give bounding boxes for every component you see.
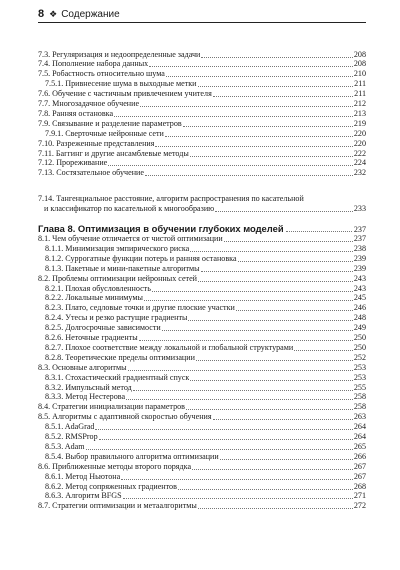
section-title: Метод Нестерова (63, 392, 126, 402)
page-ref: 271 (353, 491, 366, 501)
leader-dots (190, 155, 353, 157)
leader-dots (152, 290, 353, 292)
section-title: Плато, седловые точки и другие плоские участки (63, 303, 235, 313)
toc-entry[interactable]: 7.14. Тангенциальное расстояние, алгоритм распространения по касательной (38, 194, 304, 203)
page-ref: 220 (353, 138, 366, 148)
section-title: RMSProp (63, 432, 98, 441)
page-ref: 250 (353, 342, 366, 352)
leader-dots (86, 448, 353, 450)
section-title: Стратегии оптимизации и метаалгоритмы (50, 501, 197, 511)
section-number: 8.5. (38, 412, 51, 422)
section-number: 7.10. (38, 138, 55, 148)
page-ref: 265 (353, 441, 366, 451)
page-ref: 237 (353, 234, 366, 243)
page-ref: 239 (353, 253, 366, 263)
section-number: 8.1. (38, 234, 51, 243)
section-number: 8.4. (38, 402, 51, 412)
section-title: Пакетные и мини-пакетные алгоритмы (63, 263, 200, 273)
page-ref: 211 (354, 89, 366, 99)
section-number: 7.9. (38, 118, 51, 128)
leader-dots (145, 174, 353, 176)
page-ref: 267 (353, 471, 366, 481)
section-title: Многозадачное обучение (50, 99, 140, 108)
section-number: 8.1.2. (45, 253, 64, 263)
leader-dots (190, 379, 352, 381)
section-number: 8.6.2. (45, 481, 64, 491)
diamond-separator-icon: ❖ (49, 9, 58, 19)
section-number: 8.6.3. (45, 491, 64, 501)
page-ref: 208 (353, 49, 366, 59)
section-title: Связывание и разделение параметров (50, 118, 182, 128)
section-title: Пополнение набора данных (50, 59, 149, 69)
section-number: 8.5.3. (45, 441, 64, 451)
section-number: 8.2.2. (45, 293, 64, 303)
section-number: 7.5.1. (45, 79, 64, 89)
page-ref: 211 (354, 79, 366, 89)
leader-dots (128, 369, 353, 371)
section-number: 8.2. (38, 273, 51, 283)
section-number: 8.2.8. (45, 352, 64, 362)
section-number: 8.3.1. (45, 372, 64, 382)
leader-dots (183, 125, 353, 127)
section-number: 8.1.1. (45, 243, 64, 253)
page-ref: 246 (353, 303, 366, 313)
leader-dots (215, 210, 353, 212)
leader-dots (140, 105, 353, 107)
leader-dots (123, 497, 353, 499)
leader-dots (126, 398, 353, 400)
leader-dots (133, 389, 353, 391)
leader-dots (162, 329, 353, 331)
leader-dots (121, 478, 353, 480)
leader-dots (155, 145, 352, 147)
section-title: Алгоритм BFGS (63, 491, 122, 501)
section-title: Состязательное обучение (54, 168, 144, 178)
section-title: Баггинг и другие ансамблевые методы (53, 148, 189, 158)
page-ref: 219 (353, 118, 366, 128)
page-ref: 212 (353, 99, 366, 108)
section-title: Чем обучение отличается от чистой оптимизации (50, 234, 223, 243)
page-ref: 263 (353, 412, 366, 422)
page-ref: 239 (353, 263, 366, 273)
leader-dots (95, 428, 352, 430)
leader-dots (236, 309, 353, 311)
section-title: Проблемы оптимизации нейронных сетей (50, 273, 198, 283)
leader-dots (224, 240, 353, 242)
section-number: 8.3.3. (45, 392, 64, 402)
page-ref: 268 (353, 481, 366, 491)
toc-entry[interactable] (38, 500, 366, 512)
section-title: Неточные градиенты (63, 333, 138, 342)
leader-dots (192, 468, 353, 470)
section-title: Основные алгоритмы (50, 362, 127, 372)
section-number: 7.13. (38, 168, 55, 178)
section-number: 8.2.5. (45, 323, 64, 333)
section-number: 8.6.1. (45, 471, 64, 481)
page-ref: 258 (353, 392, 366, 402)
section-title: Локальные минимумы (63, 293, 143, 303)
page-ref: 245 (353, 293, 366, 303)
page-ref: 253 (353, 362, 366, 372)
page-ref: 220 (353, 128, 366, 138)
section-title: Стохастический градиентный спуск (63, 372, 190, 382)
section-title: Алгоритмы с адаптивной скоростью обучения (50, 412, 212, 422)
section-number: 7.6. (38, 89, 51, 99)
running-header-title: Содержание (61, 9, 120, 20)
section-title: Регуляризация и недоопределенные задачи (50, 49, 201, 59)
section-number: 8.2.6. (45, 333, 64, 342)
leader-dots (165, 135, 353, 137)
section-title: Плохое соответствие между локальной и глобальной структурами (63, 342, 294, 352)
leader-dots (149, 65, 353, 67)
leader-dots (198, 507, 353, 509)
leader-dots (213, 418, 353, 420)
section-number: 8.3.2. (45, 382, 64, 392)
section-title: Плохая обусловленность (63, 283, 151, 293)
leader-dots (178, 488, 353, 490)
page-ref: 249 (353, 323, 366, 333)
page-number: 8 (38, 8, 45, 20)
toc-entry[interactable] (38, 167, 366, 179)
section-number: 8.2.1. (45, 283, 64, 293)
leader-dots (201, 270, 353, 272)
section-number: 7.12. (38, 158, 55, 168)
page-ref: 253 (353, 372, 366, 382)
section-title: AdaGrad (63, 422, 95, 432)
section-number: 8.2.4. (45, 313, 64, 323)
section-title: Утесы и резко растущие градиенты (63, 313, 188, 323)
page-ref: 250 (353, 333, 366, 342)
leader-dots (166, 75, 353, 77)
section-number: 8.5.1. (45, 422, 64, 432)
leader-dots (198, 280, 353, 282)
section-number: 8.3. (38, 362, 51, 372)
page-ref: 252 (353, 352, 366, 362)
section-title: Ранняя остановка (50, 108, 114, 118)
section-number: 8.1.3. (45, 263, 64, 273)
section-number: 7.4. (38, 59, 51, 69)
leader-dots (198, 85, 354, 87)
page-ref: 208 (353, 59, 366, 69)
section-title: Привнесение шума в выходные метки (63, 79, 197, 89)
page-ref: 210 (353, 69, 366, 79)
page-ref: 267 (353, 461, 366, 471)
leader-dots (286, 231, 352, 232)
leader-dots (108, 164, 353, 166)
page-ref: 232 (353, 168, 366, 178)
section-number: 7.8. (38, 108, 51, 118)
section-title: Приближенные методы второго порядка (50, 461, 192, 471)
section-number: 8.5.4. (45, 451, 64, 461)
leader-dots (99, 438, 353, 440)
page-ref: 264 (353, 422, 366, 432)
page-ref: 238 (353, 243, 366, 253)
leader-dots (201, 56, 352, 58)
section-number: 7.11. (38, 148, 54, 158)
leader-dots (213, 95, 353, 97)
leader-dots (220, 458, 353, 460)
leader-dots (294, 349, 353, 351)
leader-dots (144, 299, 353, 301)
leader-dots (238, 260, 353, 262)
section-title: Минимизация эмпирического риска (63, 243, 190, 253)
section-number: 7.9.1. (45, 128, 64, 138)
page-ref: 243 (353, 273, 366, 283)
section-title: Суррогатные функции потерь и ранняя остановка (63, 253, 237, 263)
section-title: Долгосрочные зависимости (63, 323, 161, 333)
section-title: Метод сопряженных градиентов (63, 481, 177, 491)
section-title: Стратегии инициализации параметров (50, 402, 185, 412)
page-ref: 258 (353, 402, 366, 412)
leader-dots (186, 408, 353, 410)
section-title: Теоретические пределы оптимизации (63, 352, 195, 362)
leader-dots (196, 359, 353, 361)
chapter-heading[interactable]: Глава 8. Оптимизация в обучении глубоких моделей 237 (38, 223, 366, 234)
page-ref: 272 (353, 501, 366, 511)
section-title: Метод Ньютона (63, 471, 121, 481)
section-number: 8.2.3. (45, 303, 64, 313)
section-number: 7.5. (38, 69, 51, 79)
page-ref: 266 (353, 451, 366, 461)
page-ref: 248 (353, 313, 366, 323)
section-title: Робастность относительно шума (50, 69, 165, 79)
section-number: 8.2.7. (45, 342, 64, 352)
section-number: 8.5.2. (45, 432, 64, 441)
leader-dots (139, 339, 353, 341)
page-ref: 224 (353, 158, 366, 168)
section-number: 7.3. (38, 49, 51, 59)
section-number: 8.7. (38, 501, 51, 511)
page-ref: 213 (353, 108, 366, 118)
section-title: Сверточные нейронные сети (63, 128, 164, 138)
section-title: Прореживание (54, 158, 108, 168)
page-ref: 243 (353, 283, 366, 293)
section-number: 7.7. (38, 99, 51, 108)
section-title: Импульсный метод (63, 382, 132, 392)
leader-dots (188, 319, 352, 321)
page-ref: 264 (353, 432, 366, 441)
section-number: 8.6. (38, 461, 51, 471)
page-ref: 222 (353, 148, 366, 158)
leader-dots (114, 115, 353, 117)
section-title: Разреженные представления (54, 138, 155, 148)
toc-entry-continuation[interactable]: и классификатор по касательной к многообразию 233 (44, 204, 366, 213)
leader-dots (190, 250, 353, 252)
section-title: Выбор правильного алгоритма оптимизации (63, 451, 219, 461)
section-title: Обучение с частичным привлечением учителя (50, 89, 212, 99)
section-title: Adam (63, 441, 85, 451)
page-ref: 255 (353, 382, 366, 392)
